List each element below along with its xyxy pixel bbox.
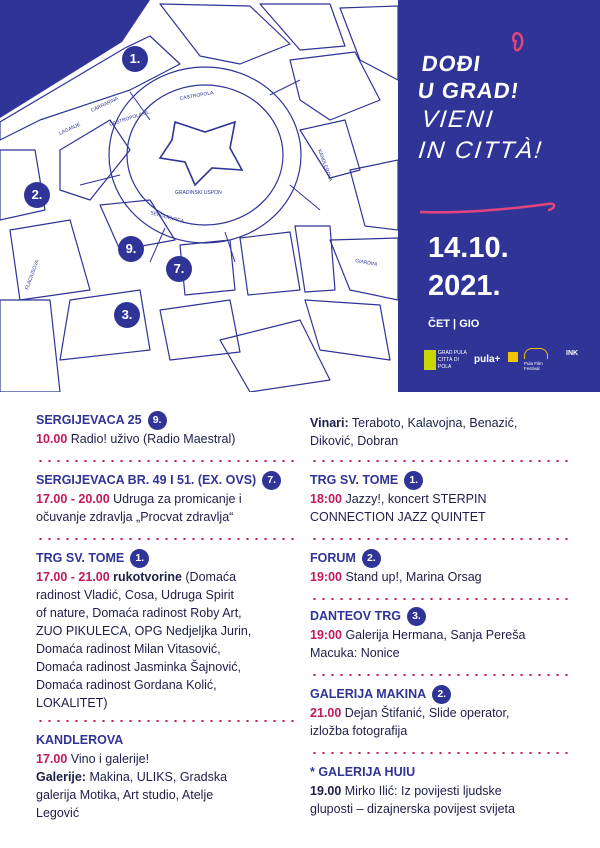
venue-number-badge: 1. [130, 549, 149, 568]
program-line [36, 490, 294, 508]
program-line: radinost Vladić, Cosa, Udruga Spirit [36, 588, 235, 602]
dotted-divider [310, 598, 572, 600]
venue-title: TRG SV. TOME [310, 473, 399, 487]
program-line [310, 704, 572, 722]
program-line: Domaća radinost Gordana Kolić, [36, 678, 217, 692]
map-marker-2: 2. [24, 182, 50, 208]
plus-icon [508, 352, 518, 362]
event-text: Makina, ULIKS, Gradska [86, 770, 228, 784]
event-highlight: Vinari: [310, 416, 349, 430]
program-block-danteov-trg [310, 606, 572, 662]
venue-title: TRG SV. TOME [36, 551, 125, 565]
slogan-it [417, 104, 548, 166]
program-line [310, 490, 572, 508]
event-text: Mirko Ilić: Iz povijesti ljudske [341, 784, 502, 798]
slogan-it-line-2: IN CITTÀ! [416, 137, 545, 164]
event-time: 19:00 [310, 570, 342, 584]
program-line: galerija Motika, Art studio, Atelje [36, 788, 214, 802]
program-line: gluposti – dizajnerska povijest svijeta [310, 802, 515, 816]
event-text: Jazzy!, koncert STERPIN [341, 492, 487, 506]
program-line: ZUO PIKULECA, OPG Nedjeljka Jurin, [36, 624, 252, 638]
event-highlight: Galerije: [36, 770, 87, 784]
program-line: Diković, Dobran [310, 434, 399, 448]
slogan-it-line-1: VIENI [420, 106, 496, 133]
program-block-trg-sv-tome-jazz [310, 470, 572, 526]
event-time: 17.00 - 20.00 [36, 492, 110, 506]
street-label-castropola-ul: CASTROPOLA UL. [108, 108, 152, 128]
street-label-flaciusova: FLACIUSOVA [24, 259, 41, 291]
dotted-divider [310, 674, 572, 676]
venue-title: FORUM [310, 551, 356, 565]
street-label-carrarina: CARRARINA [90, 95, 120, 114]
logo-pula-plus: pula+ [474, 354, 501, 365]
map-marker-7: 7. [166, 256, 192, 282]
slogan-line-2: U GRAD! [416, 78, 521, 103]
program-block-trg-sv-tome [36, 548, 294, 712]
event-text: Radio! uživo (Radio Maestral) [67, 432, 236, 446]
street-label-laganje: LAGANJE [58, 121, 82, 137]
event-time: 18:00 [310, 492, 342, 506]
event-time: 17.00 [36, 752, 68, 766]
program-line [36, 430, 294, 448]
slogan-line-1: DOĐI [420, 51, 483, 76]
program-line [310, 782, 572, 800]
dotted-divider [310, 538, 572, 540]
street-label-kandlerova: KANDLEROVA [316, 148, 334, 183]
logo-pula-film-festival: Pula Film Festival [524, 361, 543, 371]
arena-icon [524, 348, 548, 359]
street-map-drawing [0, 0, 398, 392]
dotted-divider [310, 752, 572, 754]
logo-ink: INK [566, 350, 579, 357]
logo-grad-pula: GRAD PULA CITTÀ DI POLA [438, 350, 467, 370]
program-line [36, 768, 294, 786]
event-text: Dejan Štifanić, Slide operator, [341, 706, 510, 720]
event-highlight: rukotvorine [109, 570, 182, 584]
event-text: Stand up!, Marina Orsag [341, 570, 482, 584]
program-line [36, 568, 294, 586]
event-weekday: ČET | GIO [428, 318, 480, 330]
event-text: Galerija Hermana, Sanja Pereša [341, 628, 526, 642]
program-line: LOKALITET) [36, 696, 108, 710]
venue-title: SERGIJEVACA BR. 49 I 51. (EX. OVS) [36, 473, 257, 487]
event-time: 19:00 [310, 628, 342, 642]
street-label-castropola: CASTROPOLA [179, 90, 215, 102]
program-line: Domaća radinost Milan Vitasović, [36, 642, 221, 656]
program-block-sergijevaca-25 [36, 410, 294, 448]
program-block-vinari [310, 414, 572, 450]
program-line [36, 750, 294, 768]
venue-title: SERGIJEVACA 25 [36, 413, 142, 427]
street-label-riva: RIVA [94, 29, 108, 40]
sponsor-logos [424, 348, 584, 378]
venue-number-badge: 9. [148, 411, 167, 430]
event-time: 17.00 - 21.00 [36, 570, 110, 584]
venue-number-badge: 2. [362, 549, 381, 568]
street-label-gradinski-uspon: GRADINSKI USPON [175, 190, 222, 196]
program-block-sergijevaca-49-51 [36, 470, 294, 526]
dotted-divider [310, 460, 572, 462]
program-line: CONNECTION JAZZ QUINTET [310, 510, 486, 524]
program-line: Domaća radinost Jasminka Šajnović, [36, 660, 241, 674]
venue-number-badge: 3. [407, 607, 426, 626]
event-time: 19.00 [310, 784, 342, 798]
venue-number-badge: 7. [262, 471, 281, 490]
venue-number-badge: 1. [404, 471, 423, 490]
event-text: (Domaća [181, 570, 237, 584]
event-date-day: 14.10. [428, 232, 509, 264]
event-text: Teraboto, Kalavojna, Benazić, [348, 416, 518, 430]
program-block-forum [310, 548, 572, 586]
program-block-galerija-huiu [310, 762, 572, 818]
dotted-divider [36, 720, 294, 722]
program-block-galerija-makina [310, 684, 572, 740]
map-marker-9: 9. [118, 236, 144, 262]
event-text: Vino i galerije! [67, 752, 150, 766]
program-line [310, 626, 572, 644]
program-line: očuvanje zdravlja „Procvat zdravlja“ [36, 510, 234, 524]
event-poster [398, 0, 600, 392]
program-line: Legović [36, 806, 80, 820]
program-line [310, 568, 572, 586]
city-map [0, 0, 398, 392]
venue-title: KANDLEROVA [36, 733, 124, 747]
program-line: of nature, Domaća radinost Roby Art, [36, 606, 242, 620]
street-label-giardini: GIARDINI [354, 258, 378, 268]
map-marker-3: 3. [114, 302, 140, 328]
map-marker-1: 1. [122, 46, 148, 72]
dotted-divider [36, 460, 294, 462]
program-line [310, 414, 572, 432]
pula-crest-icon [424, 350, 436, 370]
event-date-year: 2021. [428, 270, 501, 302]
program-line: izložba fotografija [310, 724, 408, 738]
event-time: 10.00 [36, 432, 68, 446]
street-label-sergijevaca: SERGIJEVACA [149, 210, 185, 225]
venue-title: DANTEOV TRG [310, 609, 401, 623]
venue-number-badge: 2. [432, 685, 451, 704]
venue-title: * GALERIJA HUIU [310, 765, 416, 779]
program-line: Macuka: Nonice [310, 646, 400, 660]
program-block-kandlerova [36, 730, 294, 822]
event-text: Udruga za promicanje i [109, 492, 242, 506]
dotted-divider [36, 538, 294, 540]
venue-title: GALERIJA MAKINA [310, 687, 427, 701]
event-time: 21.00 [310, 706, 342, 720]
